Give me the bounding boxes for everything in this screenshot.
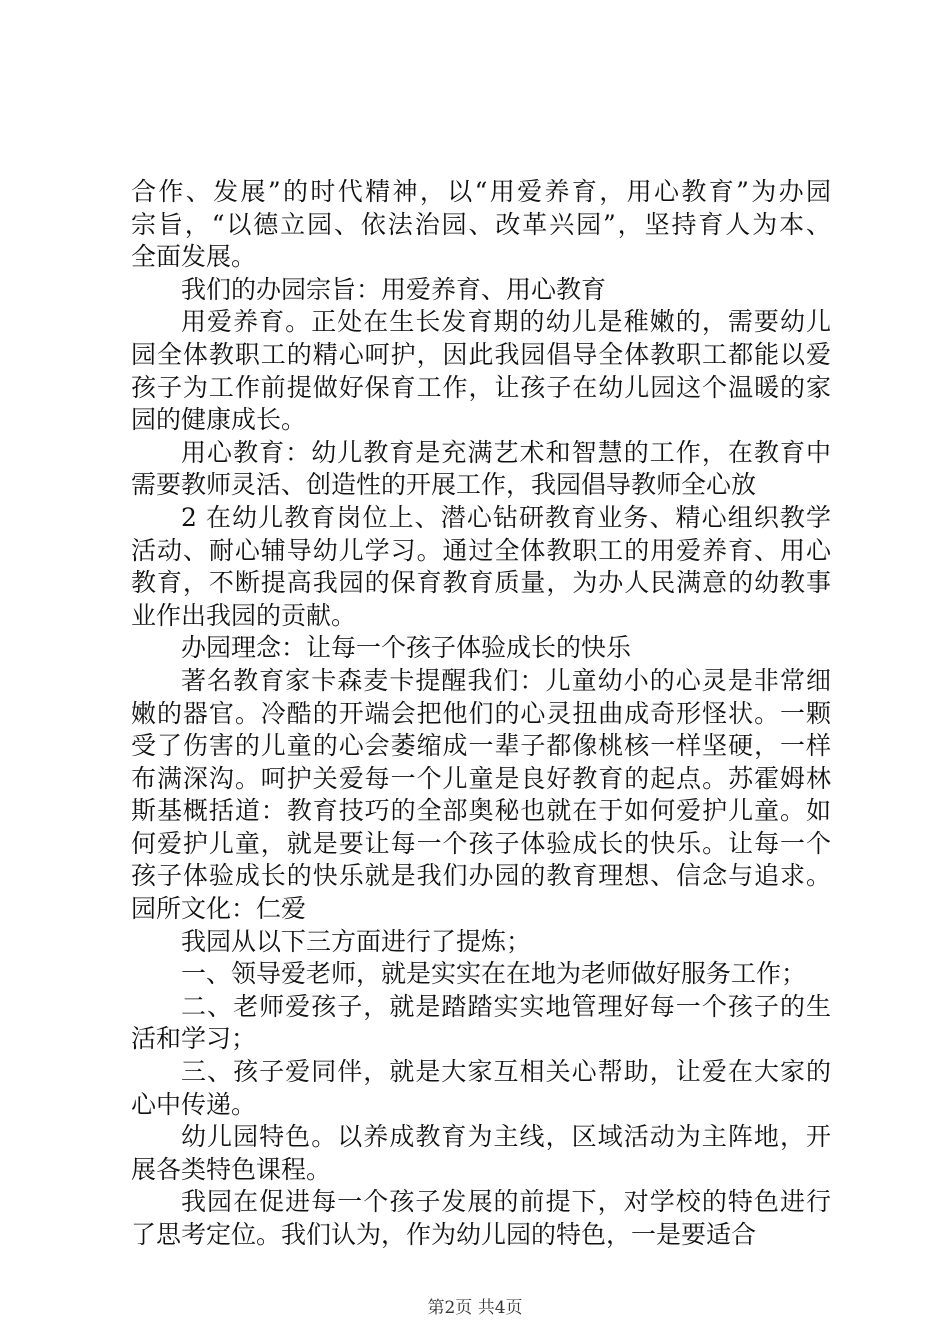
text-line: 教育，不断提高我园的保育教育质量，为办人民满意的幼教事	[131, 568, 831, 598]
text-line: 办园理念：让每一个孩子体验成长的快乐	[181, 633, 632, 663]
text-line: 园所文化：仁爱	[131, 894, 307, 924]
text-line: 心中传递。	[131, 1089, 257, 1119]
text-line: 孩子为工作前提做好保育工作，让孩子在幼儿园这个温暖的家	[131, 372, 831, 402]
text-line: 三、孩子爱同伴，就是大家互相关心帮助，让爱在大家的	[181, 1057, 831, 1087]
document-body	[131, 176, 831, 1252]
text-line: 布满深沟。呵护关爱每一个儿童是良好教育的起点。苏霍姆林	[131, 763, 831, 793]
text-line: 幼儿园特色。以养成教育为主线，区域活动为主阵地，开	[181, 1122, 831, 1152]
text-line: 著名教育家卡森麦卡提醒我们：儿童幼小的心灵是非常细	[181, 665, 831, 695]
text-line: 何爱护儿童，就是要让每一个孩子体验成长的快乐。让每一个	[131, 828, 831, 858]
text-line: 二、老师爱孩子，就是踏踏实实地管理好每一个孩子的生	[181, 991, 831, 1021]
text-line: 需要教师灵活、创造性的开展工作，我园倡导教师全心放	[131, 470, 757, 500]
text-line: 我们的办园宗旨：用爱养育、用心教育	[181, 274, 607, 304]
text-line: 合作、发展”的时代精神，以“用爱养育，用心教育”为办园	[131, 177, 831, 206]
text-line: 一、领导爱老师，就是实实在在地为老师做好服务工作；	[181, 959, 807, 989]
text-line: 用心教育：幼儿教育是充满艺术和智慧的工作，在教育中	[181, 437, 831, 467]
text-line: 了思考定位。我们认为，作为幼儿园的特色，一是要适合	[131, 1220, 757, 1249]
text-line: 园的健康成长。	[131, 405, 307, 435]
text-line: 宗旨，“以德立园、依法治园、改革兴园”，坚持育人为本、	[131, 209, 831, 239]
text-line: 受了伤害的儿童的心会萎缩成一辈子都像桃核一样坚硬，一样	[131, 731, 831, 761]
text-line: 活和学习；	[131, 1024, 257, 1054]
text-line: 我园在促进每一个孩子发展的前提下，对学校的特色进行	[181, 1187, 831, 1217]
text-line: 斯基概括道：教育技巧的全部奥秘也就在于如何爱护儿童。如	[131, 796, 831, 826]
text-line: 我园从以下三方面进行了提炼；	[181, 926, 532, 956]
text-line: 全面发展。	[131, 242, 257, 272]
text-line: 孩子体验成长的快乐就是我们办园的教育理想、信念与追求。	[131, 861, 831, 891]
text-line: 园全体教职工的精心呵护，因此我园倡导全体教职工都能以爱	[131, 339, 831, 369]
text-line: 活动、耐心辅导幼儿学习。通过全体教职工的用爱养育、用心	[131, 535, 831, 565]
text-line: 用爱养育。正处在生长发育期的幼儿是稚嫩的，需要幼儿	[181, 307, 831, 337]
text-line: 展各类特色课程。	[131, 1154, 332, 1184]
text-line: 业作出我园的贡献。	[131, 600, 357, 630]
text-line: 嫩的器官。冷酷的开端会把他们的心灵扭曲成奇形怪状。一颗	[131, 698, 831, 728]
text-line: 2 在幼儿教育岗位上、潜心钻研教育业务、精心组织教学	[181, 502, 831, 532]
page-footer: 第2页 共4页	[427, 1298, 523, 1318]
